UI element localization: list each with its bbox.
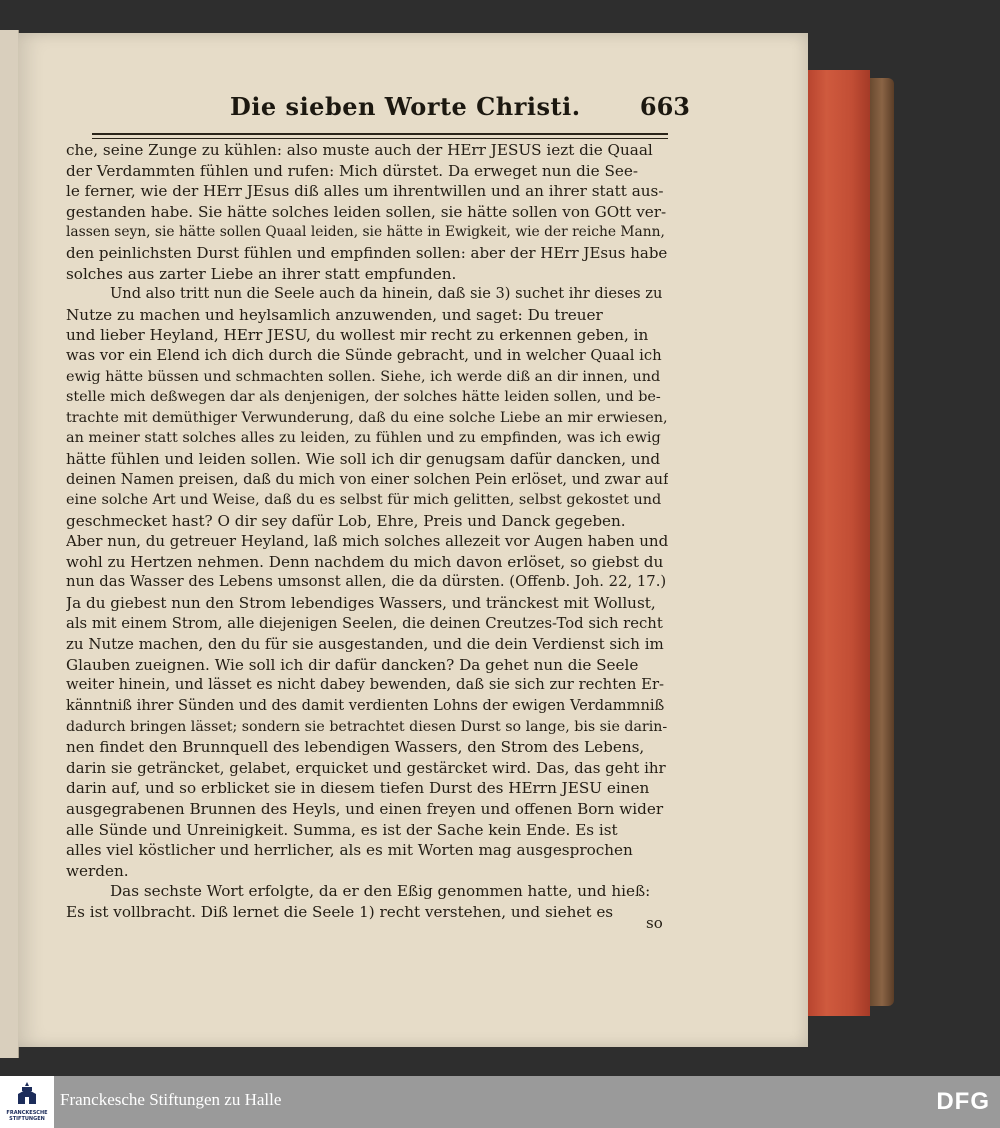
institution-label[interactable]: Franckesche Stiftungen zu Halle (60, 1090, 282, 1109)
text-line: an meiner statt solches alles zu leiden, zu fühlen und zu empfinden, was ich ewig (66, 430, 661, 447)
text-line: gestanden habe. Sie hätte solches leiden sollen, sie hätte sollen von GOtt ver- (66, 202, 667, 221)
text-line: Nutze zu machen und heylsamlich anzuwenden, und saget: Du treuer (66, 305, 603, 324)
viewer-footer (0, 1076, 1000, 1128)
header-rule (92, 133, 668, 139)
page-number: 663 (639, 92, 690, 121)
text-line: wohl zu Hertzen nehmen. Denn nachdem du mich davon erlöset, so giebst du (66, 552, 664, 571)
text-line: den peinlichsten Durst fühlen und empfinden sollen: aber der HErr JEsus habe (66, 243, 668, 262)
body-text (66, 140, 668, 923)
catchword: so (646, 914, 663, 932)
institution-logo[interactable] (0, 1076, 54, 1128)
text-line: alles viel köstlicher und herrlicher, als es mit Worten mag ausgesprochen (66, 841, 633, 860)
text-line: ausgegrabenen Brunnen des Heyls, und einen freyen und offenen Born wider (66, 800, 664, 818)
previous-page-edge (0, 30, 19, 1058)
dfg-logo[interactable]: DFG (936, 1088, 990, 1115)
text-line: Das sechste Wort erfolgte, da er den Eßig genommen hatte, und hieß: (110, 882, 651, 901)
text-line: darin auf, und so erblicket sie in diesem tiefen Durst des HErrn JESU einen (66, 779, 650, 798)
text-line: Glauben zueignen. Wie soll ich dir dafür dancken? Da gehet nun die Seele (66, 655, 639, 674)
text-line: trachte mit demüthiger Verwunderung, daß du eine solche Liebe an mir erwiesen, (66, 409, 668, 426)
page-header (30, 92, 690, 132)
text-line: Es ist vollbracht. Diß lernet die Seele 1) recht verstehen, und siehet es (66, 902, 614, 921)
text-line: und lieber Heyland, HErr JESU, du wollest mir recht zu erkennen geben, in (66, 326, 649, 345)
text-line: stelle mich deßwegen dar als denjenigen, der solches hätte leiden sollen, und be- (66, 389, 661, 406)
text-line: che, seine Zunge zu kühlen: also muste auch der HErr JESUS iezt die Quaal (66, 141, 653, 159)
text-line: darin sie geträncket, gelabet, erquicket und gestärcket wird. Das, das geht ihr (66, 758, 666, 777)
text-line: zu Nutze machen, den du für sie ausgestanden, und die dein Verdienst sich im (66, 635, 664, 654)
text-line: alle Sünde und Unreinigkeit. Summa, es ist der Sache kein Ende. Es ist (66, 820, 618, 839)
text-line: als mit einem Strom, alle diejenigen Seelen, die deinen Creutzes-Tod sich recht (66, 614, 663, 632)
text-line: hätte fühlen und leiden sollen. Wie soll ich dir genugsam dafür dancken, und (66, 449, 661, 468)
text-line: geschmecket hast? O dir sey dafür Lob, Ehre, Preis und Danck gegeben. (66, 511, 626, 530)
book-page-edges (808, 70, 870, 1016)
text-line: Und also tritt nun die Seele auch da hinein, daß sie 3) suchet ihr dieses zu (110, 285, 663, 303)
francke-foundations-logo-icon (14, 1080, 40, 1106)
text-line: lassen seyn, sie hätte sollen Quaal leiden, sie hätte in Ewigkeit, wie der reiche Mann, (66, 224, 665, 241)
text-line: dadurch bringen lässet; sondern sie betrachtet diesen Durst so lange, bis sie darin- (66, 718, 668, 735)
text-line: solches aus zarter Liebe an ihrer statt empfunden. (66, 264, 457, 283)
text-line: Ja du giebest nun den Strom lebendiges Wassers, und tränckest mit Wollust, (66, 594, 656, 613)
text-line: ewig hätte büssen und schmachten sollen. Siehe, ich werde diß an dir innen, und (66, 368, 661, 385)
text-line: weiter hinein, und lässet es nicht dabey bewenden, daß sie sich zur rechten Er- (66, 676, 665, 694)
text-line: le ferner, wie der HErr JEsus diß alles um ihrentwillen und an ihrer statt aus- (66, 182, 664, 201)
logo-text: FRANCKESCHE STIFTUNGEN (6, 1110, 48, 1122)
running-title: Die sieben Worte Christi. (230, 92, 581, 121)
text-line: nen findet den Brunnquell des lebendigen Wassers, den Strom des Lebens, (66, 738, 645, 757)
text-line: nun das Wasser des Lebens umsonst allen, die da dürsten. (Offenb. Joh. 22, 17.) (66, 573, 667, 591)
text-line: känntniß ihrer Sünden und des damit verdienten Lohns der ewigen Verdammniß (66, 697, 665, 715)
text-line: Aber nun, du getreuer Heyland, laß mich solches allezeit vor Augen haben und (66, 532, 668, 551)
text-line: der Verdammten fühlen und rufen: Mich dürstet. Da erweget nun die See- (66, 161, 638, 180)
book-binding (870, 78, 894, 1006)
text-line: eine solche Art und Weise, daß du es selbst für mich gelitten, selbst gekostet und (66, 492, 662, 509)
text-line: was vor ein Elend ich dich durch die Sünde gebracht, und in welcher Quaal ich (66, 346, 662, 364)
text-line: werden. (66, 861, 129, 880)
text-line: deinen Namen preisen, daß du mich von einer solchen Pein erlöset, und zwar auf (66, 470, 668, 488)
